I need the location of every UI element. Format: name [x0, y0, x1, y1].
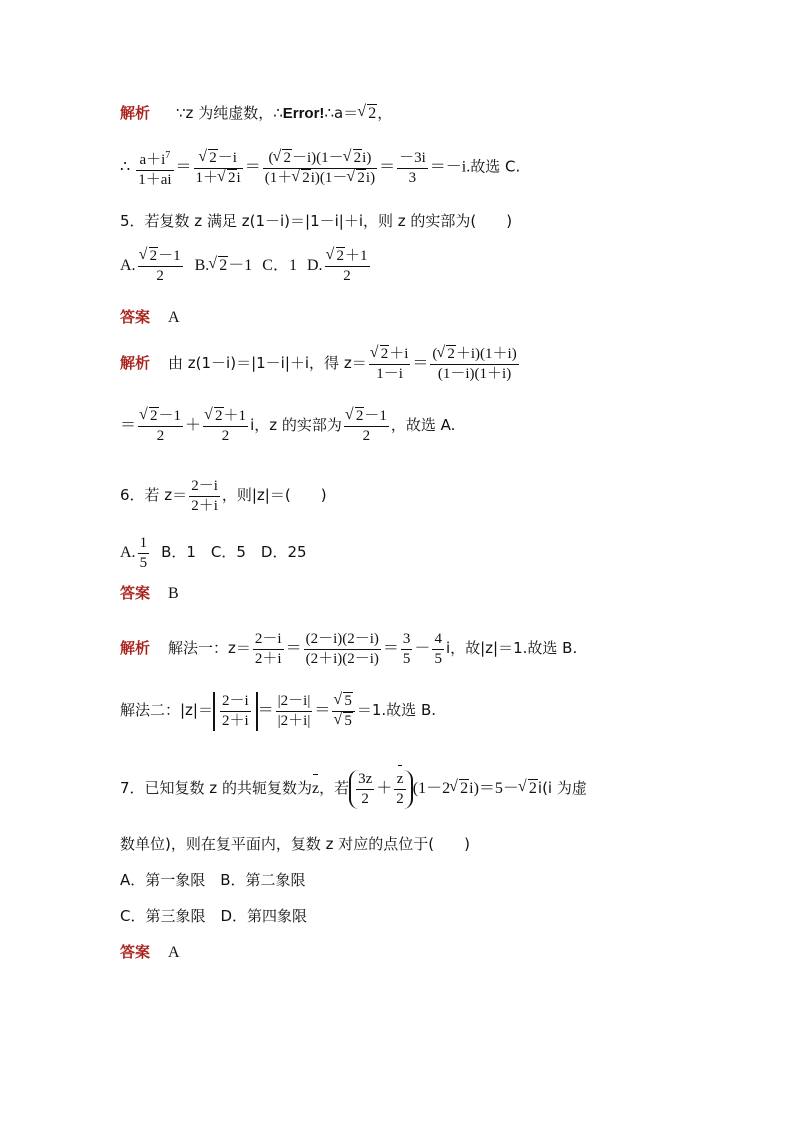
comma: ， — [377, 104, 393, 122]
q6-options: A. $\frac{1}{5}$ B．1 C．5 D．25 — [120, 535, 307, 571]
fraction: $\frac{-3i}{3}$ — [399, 149, 426, 186]
q5-answer — [120, 307, 180, 328]
fraction: $\frac{2-i}{2+i}$ — [254, 631, 282, 667]
fraction: √ $\frac{2-1}{2}$ — [138, 247, 183, 286]
q5-analysis-line2: ＝ √ $\frac{2-1}{2}$ ＋ √ $\frac{2+1}{2}$ i，z 的实部为 √ $\frac{2-1}{2}$ ，故选 A. — [120, 407, 455, 446]
analysis-label: 解析 — [120, 354, 151, 373]
analysis-label: 解析 — [120, 639, 151, 658]
analysis-label: 解析 — [120, 104, 151, 122]
sqrt-2: √ 2 — [358, 104, 377, 124]
q7-options-ab: A．第一象限 B．第二象限 — [120, 871, 306, 889]
q4-analysis-line2: ∴ $\frac{a+i^7}{1+ai}$ ＝ √ $\frac{2-i}{1+√ 2i}$ ＝ $\frac{(√ 2-i)(1-√ 2i)}{(1+√ 2i)(1-√ 2i)}$ ＝ $\frac{-3i}{3}$ ＝－i.故选 C. — [120, 146, 520, 190]
absolute-bars: $\frac{2-i}{2+i}$ — [213, 692, 258, 731]
fraction: √ $\frac{2-1}{2}$ — [138, 407, 183, 446]
conjugate-z: z — [311, 780, 320, 798]
q5-options: A. √ $\frac{2-1}{2}$ B.√ 2－1 C．1 D. √ $\frac{2+1}{2}$ — [120, 247, 372, 286]
answer-label: 答案 — [120, 943, 151, 961]
answer-value: B — [168, 585, 179, 602]
fraction: $\frac{4}{5}$ — [434, 631, 442, 667]
fraction: $\frac{(√ 2+i)(1+i)}{(1-i)(1+i)}$ — [430, 345, 518, 384]
q5-stem: 5．若复数 z 满足 z(1－i)＝|1－i|＋i，则 z 的实部为( ) — [120, 212, 513, 230]
fraction: $\frac{1}{5}$ — [139, 535, 148, 571]
q5-analysis-line1: 解析 由 z(1－i)＝|1－i|＋i，得 z＝ √ $\frac{2+i}{1-i}$ ＝ $\frac{(√ 2+i)(1+i)}{(1-i)(1+i)}$ — [120, 345, 521, 384]
q7-options-cd: C．第三象限 D．第四象限 — [120, 907, 308, 925]
choose-text: 故选 C. — [470, 157, 521, 176]
q6-method2: 解法二：|z|＝ $\frac{2-i}{2+i}$ ＝ $\frac{|2-i|}{|2+i|}$ ＝ √ 5 √ 5 ＝1.故选 B. — [120, 692, 436, 731]
fraction: $\frac{2-i}{2+i}$ — [191, 478, 218, 514]
answer-value: A — [168, 309, 180, 326]
fraction: √ $\frac{2+1}{2}$ — [325, 247, 370, 286]
parenthesis-group: $\frac{3z}{2}$ ＋ $\frac{z}{2}$ — [349, 770, 413, 809]
error-text: Error! — [282, 105, 325, 122]
fraction: $\frac{|2-i|}{|2+i|}$ — [277, 693, 311, 729]
fraction: √ $\frac{2+i}{1-i}$ — [369, 345, 411, 384]
fraction: $\frac{(2-i)(2-i)}{(2+i)(2-i)}$ — [305, 631, 379, 667]
q6-answer — [120, 583, 179, 604]
q6-method1: 解析 解法一：z＝ $\frac{2-i}{2+i}$ ＝ $\frac{(2-i)(2-i)}{(2+i)(2-i)}$ ＝ $\frac{3}{5}$ － $\frac{4}{5}$ i，故|z|＝1.故选 B. — [120, 631, 578, 667]
q4-analysis-line1 — [120, 103, 392, 124]
fraction: √ $\frac{2-i}{1+√ 2i}$ — [194, 149, 243, 188]
fraction: √ $\frac{2-1}{2}$ — [344, 407, 389, 446]
answer-value: A — [168, 944, 180, 961]
q7-stem-line1: 7．已知复数 z 的共轭复数为z，若 $\frac{3z}{2}$ ＋ $\frac{z}{2}$ (1－2√ 2i)＝5－√ 2i(i 为虚 — [120, 770, 587, 809]
analysis-text: ∵z 为纯虚数，∴ — [176, 104, 283, 122]
fraction: $\frac{3}{5}$ — [402, 631, 411, 667]
therefore-a: ∴a＝ — [324, 104, 359, 122]
answer-label: 答案 — [120, 584, 151, 602]
fraction: √ $\frac{2+1}{2}$ — [203, 407, 248, 446]
fraction: $\frac{a+i^7}{1+ai}$ — [136, 146, 173, 190]
therefore-symbol: ∴ — [120, 158, 131, 176]
q7-answer — [120, 942, 180, 963]
fraction: $\frac{(√ 2-i)(1-√ 2i)}{(1+√ 2i)(1-√ 2i)}$ — [263, 149, 377, 188]
q7-stem-line2: 数单位)，则在复平面内，复数 z 对应的点位于( ) — [120, 835, 470, 853]
q6-stem: 6．若 z＝ $\frac{2-i}{2+i}$ ，则|z|＝( ) — [120, 478, 327, 514]
fraction: √ 5 √ 5 — [332, 692, 355, 731]
answer-label: 答案 — [120, 308, 151, 326]
